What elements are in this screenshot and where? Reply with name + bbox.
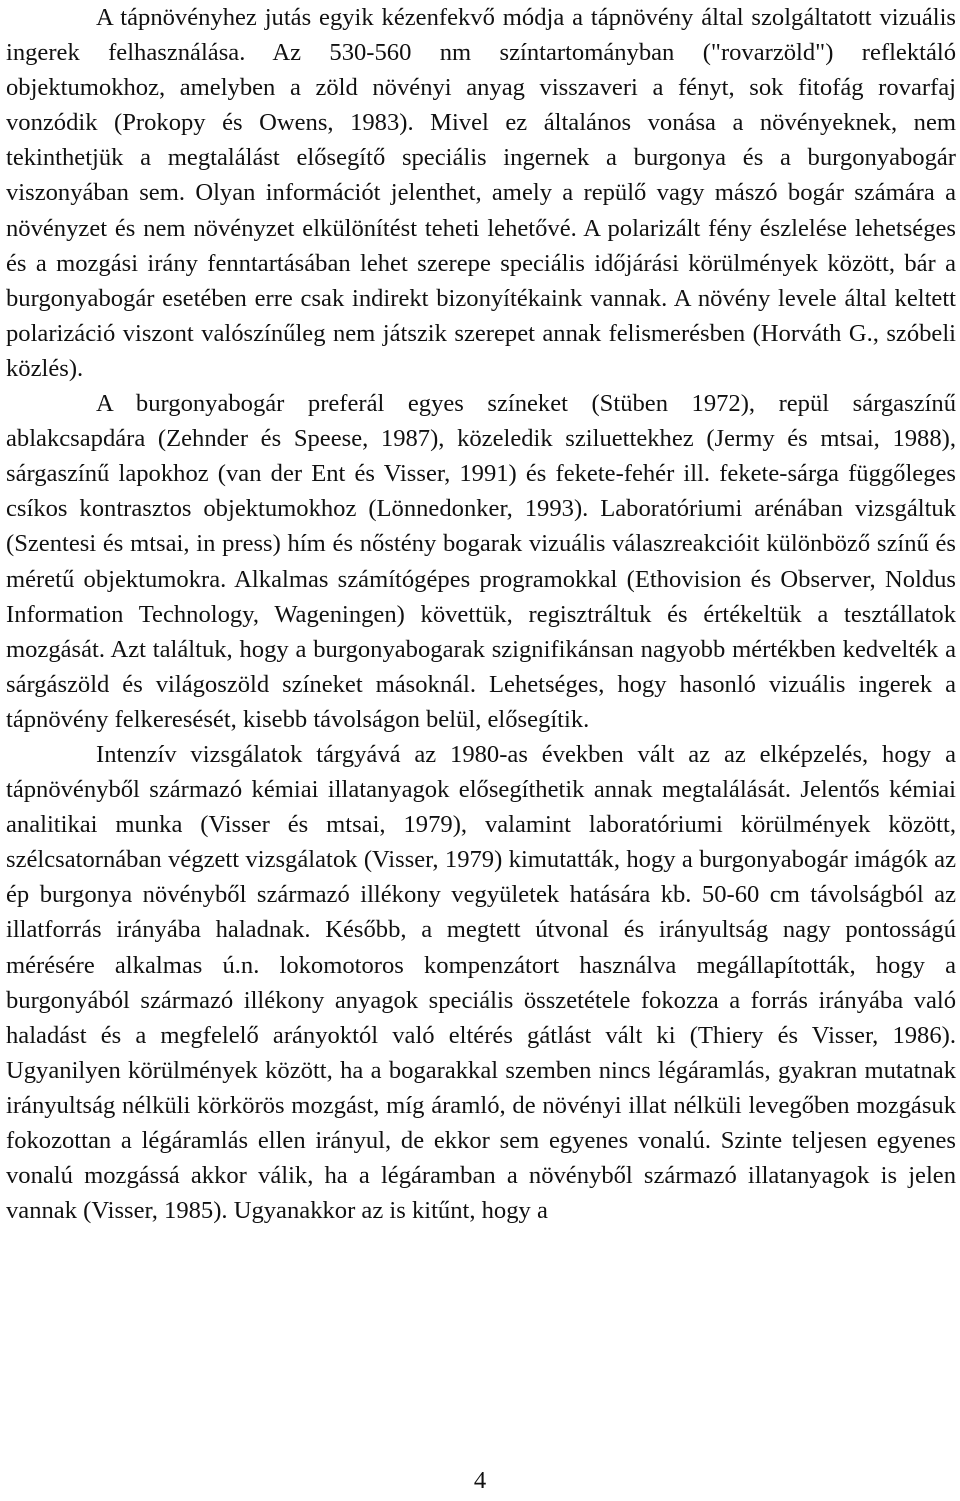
document-page	[6, 0, 956, 1228]
page-number: 4	[473, 1467, 487, 1494]
paragraph-visual-stimuli: A tápnövényhez jutás egyik kézenfekvő módja a tápnövény által szolgáltatott vizuális ingerek felhasználása. Az 530-560 nm színtartományban ("rovarzöld") reflektáló objektumokhoz, amelyben a zöld növényi anyag visszaveri a fényt, sok fitofág rovarfaj vonzódik (Prokopy és Owens, 1983). Mivel ez általános vonása a növényeknek, nem tekinthetjük a megtalálást elősegítő speciális ingernek a burgonya és a burgonyabogár viszonyában sem. Olyan információt jelenthet, amely a repülő vagy mászó bogár számára a növényzet és nem növényzet elkülönítést teheti lehetővé. A polarizált fény észlelése lehetséges és a mozgási irány fenntartásában lehet szerepe speciális időjárási körülmények között, bár a burgonyabogár esetében erre csak indirekt bizonyítékaink vannak. A növény levele által keltett polarizáció viszont valószínűleg nem játszik szerepet annak felismerésben (Horváth G., szóbeli közlés).	[6, 4, 956, 382]
paragraph-color-preference: A burgonyabogár preferál egyes színeket (Stüben 1972), repül sárgaszínű ablakcsapdára (Zehnder és Speese, 1987), közeledik sziluettekhez (Jermy és mtsai, 1988), sárgaszínű lapokhoz (van der Ent és Visser, 1991) és fekete-fehér ill. fekete-sárga függőleges csíkos kontrasztos objektumokhoz (Lönnedonker, 1993). Laboratóriumi arénában vizsgáltuk (Szentesi és mtsai, in press) hím és nőstény bogarak vizuális válaszreakcióit különböző színű és méretű objektumokra. Alkalmas számítógépes programokkal (Ethovision és Observer, Noldus Information Technology, Wageningen) követtük, regisztráltuk és értékeltük a tesztállatok mozgását. Azt találtuk, hogy a burgonyabogarak szignifikánsan nagyobb mértékben kedvelték a sárgászöld és világoszöld színeket másoknál. Lehetséges, hogy hasonló vizuális ingerek a tápnövény felkeresését, kisebb távolságon belül, elősegítik.	[6, 390, 956, 733]
paragraph-chemical-volatiles: Intenzív vizsgálatok tárgyává az 1980-as években vált az az elképzelés, hogy a tápnövényből származó kémiai illatanyagok elősegíthetik annak megtalálását. Jelentős kémiai analitikai munka (Visser és mtsai, 1979), valamint laboratóriumi körülmények között, szélcsatornában végzett vizsgálatok (Visser, 1979) kimutatták, hogy a burgonyabogár imágók az ép burgonya növényből származó illékony vegyületek hatására kb. 50-60 cm távolságból az illatforrás irányába haladnak. Később, a megtett útvonal és irányultság nagy pontosságú mérésére alkalmas ú.n. lokomotoros kompenzátort használva megállapították, hogy a burgonyából származó illékony anyagok speciális összetétele fokozza a forrás irányába való haladást és a megfelelő arányoktól való eltérés gátlást vált ki (Thiery és Visser, 1986). Ugyanilyen körülmények között, ha a bogarakkal szemben nincs légáramlás, gyakran mutatnak irányultság nélküli körkörös mozgást, míg áramló, de növényi illat nélküli levegőben mozgásuk fokozottan a légáramlás ellen irányul, de ekkor sem egyenes vonalú. Szinte teljesen egyenes vonalú mozgássá akkor válik, ha a légáramban a növényből származó illatanyagok is jelen vannak (Visser, 1985). Ugyanakkor az is kitűnt, hogy a	[6, 740, 956, 1225]
